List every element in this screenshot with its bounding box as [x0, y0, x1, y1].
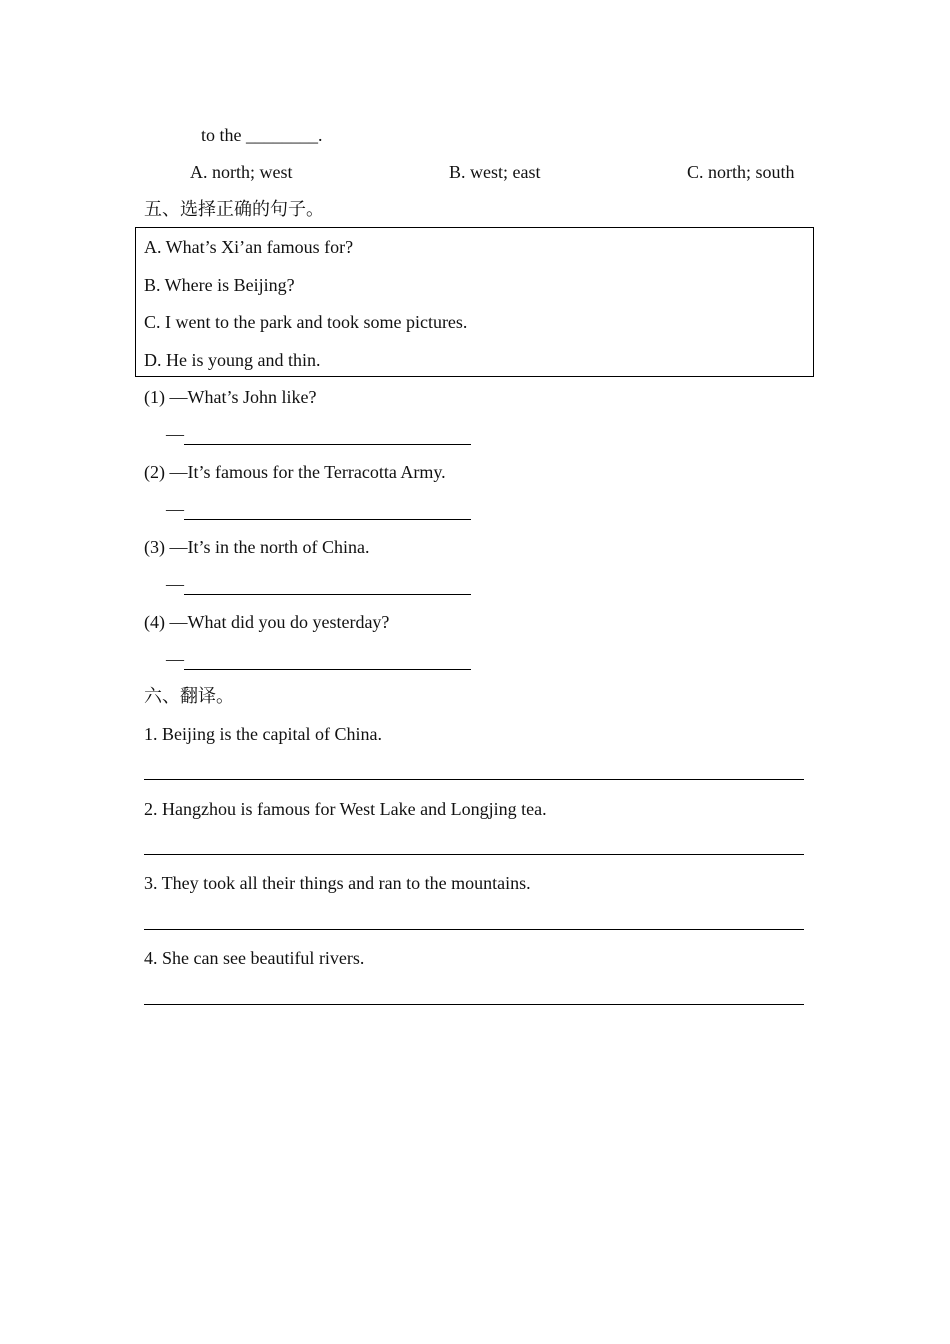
choices-box — [135, 227, 814, 377]
choice-d: D. He is young and thin. — [144, 350, 321, 370]
translate-answer-line-2[interactable] — [144, 854, 804, 855]
question-3-answer[interactable] — [166, 573, 471, 595]
translate-answer-line-4[interactable] — [144, 1004, 804, 1005]
answer-dash: — — [166, 499, 184, 519]
question-1-prompt: (1) —What’s John like? — [144, 387, 317, 407]
option-a: A. north; west — [190, 162, 293, 182]
section6-title: 六、翻译。 — [144, 686, 234, 706]
answer-blank[interactable] — [184, 574, 471, 595]
choice-c: C. I went to the park and took some pictures. — [144, 312, 468, 332]
question-stem-tail: to the ________. — [201, 125, 323, 145]
answer-dash: — — [166, 574, 184, 594]
translate-item-2: 2. Hangzhou is famous for West Lake and Longjing tea. — [144, 799, 547, 819]
answer-blank[interactable] — [184, 424, 471, 445]
answer-dash: — — [166, 424, 184, 444]
translate-item-3: 3. They took all their things and ran to the mountains. — [144, 873, 531, 893]
translate-item-1: 1. Beijing is the capital of China. — [144, 724, 382, 744]
question-4-prompt: (4) —What did you do yesterday? — [144, 612, 390, 632]
option-b: B. west; east — [449, 162, 541, 182]
section5-title: 五、选择正确的句子。 — [144, 199, 324, 219]
choice-a: A. What’s Xi’an famous for? — [144, 237, 354, 257]
translate-answer-line-3[interactable] — [144, 929, 804, 930]
answer-blank[interactable] — [184, 499, 471, 520]
translate-answer-line-1[interactable] — [144, 779, 804, 780]
answer-dash: — — [166, 649, 184, 669]
question-3-prompt: (3) —It’s in the north of China. — [144, 537, 370, 557]
question-1-answer[interactable] — [166, 423, 471, 445]
question-4-answer[interactable] — [166, 648, 471, 670]
answer-blank[interactable] — [184, 649, 471, 670]
option-c: C. north; south — [687, 162, 795, 182]
translate-item-4: 4. She can see beautiful rivers. — [144, 948, 365, 968]
question-2-answer[interactable] — [166, 498, 471, 520]
question-2-prompt: (2) —It’s famous for the Terracotta Army. — [144, 462, 446, 482]
choice-b: B. Where is Beijing? — [144, 275, 295, 295]
